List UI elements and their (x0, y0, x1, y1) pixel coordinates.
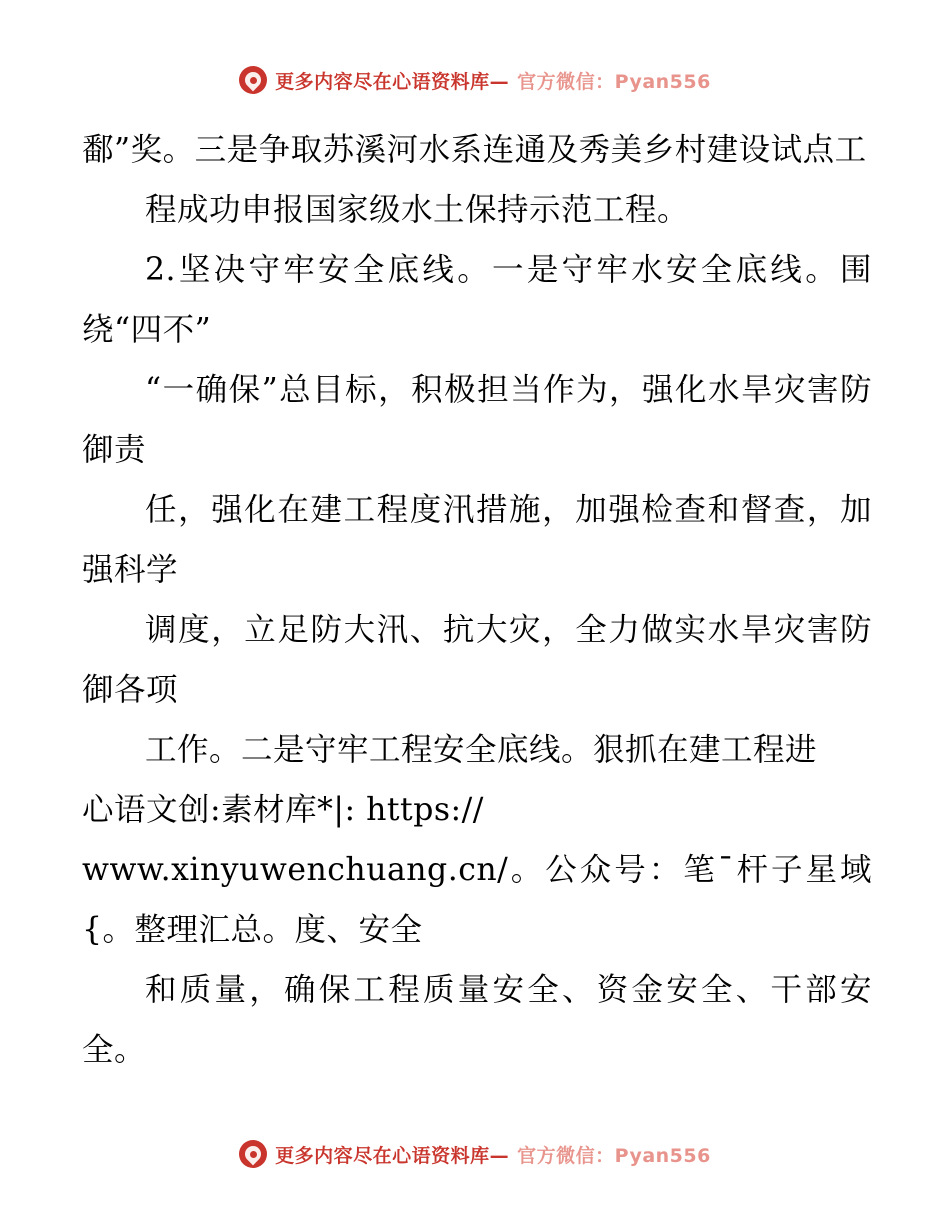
watermark-sub-text: 官方微信：Pyan556 (517, 1144, 711, 1167)
document-body (0, 120, 950, 1080)
lotus-badge-icon (239, 1140, 267, 1168)
paragraph-10: 和质量，确保工程质量安全、资金安全、干部安全。 (82, 972, 872, 1068)
paragraph-3: 2.坚决守牢安全底线。一是守牢水安全底线。围绕“四不” (82, 252, 872, 348)
lotus-badge-icon (239, 66, 267, 94)
paragraph-2: 程成功申报国家级水土保持示范工程。 (145, 192, 690, 228)
watermark-footer (0, 1140, 950, 1168)
watermark-header (0, 66, 950, 94)
paragraph-1: 鄱”奖。三是争取苏溪河水系连通及秀美乡村建设试点工 (82, 132, 867, 168)
paragraph-6: 调度，立足防大汛、抗大灾，全力做实水旱灾害防御各项 (82, 612, 872, 708)
watermark-main-text: 更多内容尽在心语资料库— (275, 1144, 510, 1167)
paragraph-5: 任，强化在建工程度汛措施，加强检查和督查，加强科学 (82, 492, 872, 588)
paragraph-4: “一确保”总目标，积极担当作为，强化水旱灾害防御责 (82, 372, 872, 468)
paragraph-9-watermark-line: www.xinyuwenchuang.cn/。公众号：笔¯杆子星域{。整理汇总。度、安全 (82, 852, 872, 948)
watermark-sub-text: 官方微信：Pyan556 (517, 70, 711, 93)
paragraph-7: 工作。二是守牢工程安全底线。狠抓在建工程进 (145, 732, 818, 768)
paragraph-8-watermark-line: 心语文创:素材库*|: https:// (82, 792, 484, 828)
watermark-main-text: 更多内容尽在心语资料库— (275, 70, 510, 93)
